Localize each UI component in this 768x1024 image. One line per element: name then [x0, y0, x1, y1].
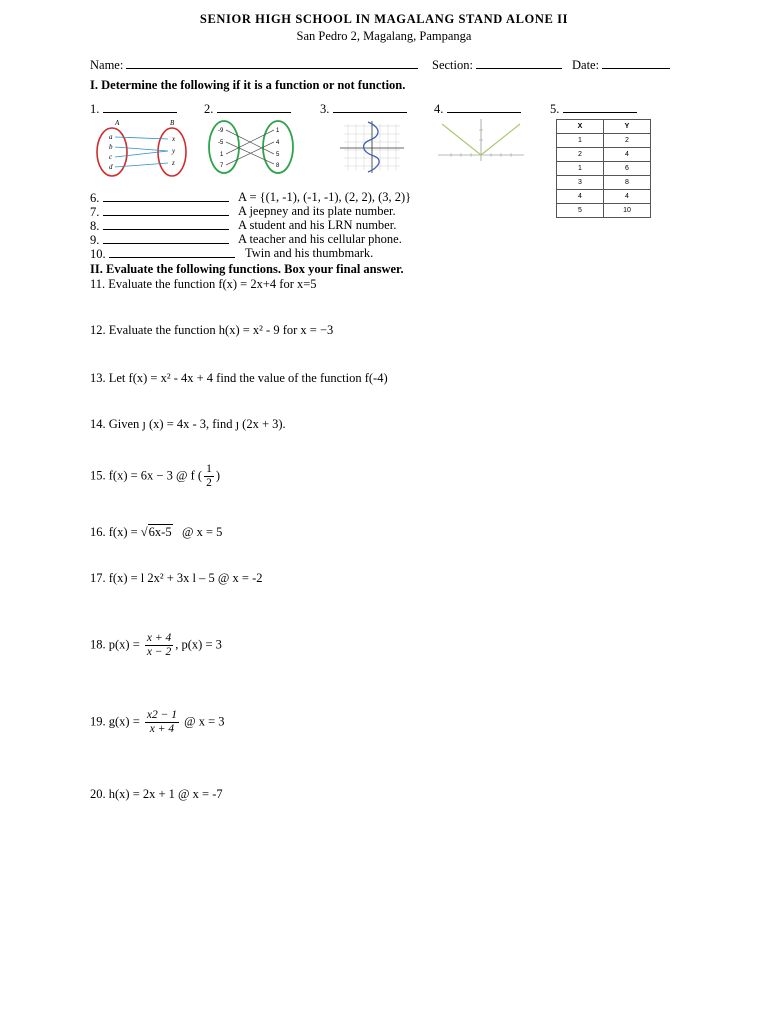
date-label: Date:: [572, 58, 600, 72]
a-item: d: [109, 163, 113, 171]
numerator: x2 − 1: [146, 709, 177, 721]
item-number: 3.: [320, 102, 330, 116]
table-cell: 4: [604, 148, 651, 162]
problem-15-text: 15. f(x) = 6x − 3 @ f (: [90, 468, 203, 483]
b-item: z: [172, 159, 175, 167]
item-text: Twin and his thumbmark.: [245, 246, 374, 260]
section-label: Section:: [432, 58, 473, 72]
mapping-diagram-2: [204, 118, 302, 176]
table-cell: 1: [557, 134, 604, 148]
school-name: SENIOR HIGH SCHOOL IN MAGALANG STAND ALONE II: [199, 12, 569, 26]
table-cell: 2: [604, 134, 651, 148]
fraction: [204, 463, 214, 490]
table-row: [557, 148, 651, 162]
set-b-label: B: [170, 119, 175, 127]
part1-title: I. Determine the following if it is a function or not function.: [90, 78, 406, 92]
graph-wavy-curve: [338, 120, 406, 174]
section-field[interactable]: [432, 57, 562, 73]
table-header-row: [557, 120, 651, 134]
denominator: x + 4: [149, 723, 175, 735]
range-item: 4: [276, 140, 280, 146]
domain-item: 1: [220, 152, 224, 158]
school-address: San Pedro 2, Magalang, Pampanga: [296, 29, 472, 43]
answer-3[interactable]: [320, 101, 407, 117]
numerator: 1: [206, 463, 212, 475]
fraction: [145, 709, 179, 736]
problem-16-text: 16. f(x) = √: [90, 525, 148, 539]
domain-item: 7: [220, 163, 224, 169]
table-cell: 2: [557, 148, 604, 162]
numerator: x + 4: [146, 632, 172, 644]
problem-16-condition: @ x = 5: [172, 525, 223, 539]
domain-oval: [209, 121, 239, 173]
problem-17: 17. f(x) = l 2x² + 3x l – 5 @ x = -2: [90, 571, 263, 585]
item-number: 6.: [90, 191, 100, 205]
xy-table: [556, 119, 651, 218]
b-item: x: [172, 135, 176, 143]
name-field[interactable]: [90, 57, 418, 73]
item-text: A = {(1, -1), (-1, -1), (2, 2), (3, 2)}: [238, 190, 412, 204]
answer-1[interactable]: [90, 101, 177, 117]
item-number: 10.: [90, 247, 106, 261]
item-number: 4.: [434, 102, 444, 116]
answer-5[interactable]: [550, 101, 637, 117]
problem-15-close: ): [215, 468, 220, 483]
item-text: A student and his LRN number.: [238, 218, 397, 232]
item-number: 5.: [550, 102, 560, 116]
domain-item: -5: [218, 140, 224, 146]
denominator: 2: [206, 477, 212, 489]
item-text: A jeepney and its plate number.: [238, 204, 396, 218]
mapping-lines: [226, 130, 274, 165]
problem-12: 12. Evaluate the function h(x) = x² - 9 for x = −3: [90, 323, 334, 337]
problem-14: 14. Given ȷ (x) = 4x - 3, find ȷ (2x + 3).: [90, 417, 286, 431]
item-number: 8.: [90, 219, 100, 233]
table-row: [557, 176, 651, 190]
set-a-label: A: [115, 119, 120, 127]
a-item: a: [109, 133, 113, 141]
table-row: [557, 190, 651, 204]
radicand: 6x-5: [148, 525, 172, 539]
range-item: 5: [276, 152, 280, 158]
table-header: X: [557, 120, 604, 134]
item-number: 9.: [90, 233, 100, 247]
problem-19-condition: @ x = 3: [184, 714, 225, 729]
table-cell: 8: [604, 176, 651, 190]
table-cell: 1: [557, 162, 604, 176]
denominator: x − 2: [146, 646, 172, 658]
problem-18: [90, 632, 222, 659]
problem-15: [90, 463, 220, 490]
problem-13: 13. Let f(x) = x² - 4x + 4 find the value of the function f(-4): [90, 371, 388, 385]
item-10[interactable]: [90, 246, 374, 262]
problem-18-text: 18. p(x) =: [90, 637, 140, 652]
item-number: 7.: [90, 205, 100, 219]
table-cell: 3: [557, 176, 604, 190]
a-item: c: [109, 153, 113, 161]
table-cell: 5: [557, 204, 604, 218]
date-field[interactable]: [572, 57, 670, 73]
problem-19: [90, 709, 225, 736]
item-number: 1.: [90, 102, 100, 116]
table-cell: 4: [557, 190, 604, 204]
graph-v-shape: [436, 118, 526, 162]
problem-11: 11. Evaluate the function f(x) = 2x+4 for x=5: [90, 277, 317, 291]
item-number: 2.: [204, 102, 214, 116]
answer-4[interactable]: [434, 101, 521, 117]
range-item: 1: [276, 128, 280, 134]
table-row: [557, 134, 651, 148]
range-item: 8: [276, 163, 280, 169]
wavy-curve: [364, 122, 380, 172]
a-item: b: [109, 143, 113, 151]
problem-20: 20. h(x) = 2x + 1 @ x = -7: [90, 787, 223, 801]
table-cell: 4: [604, 190, 651, 204]
problem-18-condition: , p(x) = 3: [175, 637, 222, 652]
part2-title: II. Evaluate the following functions. Box your final answer.: [90, 262, 404, 276]
table-header: Y: [604, 120, 651, 134]
table-row: [557, 204, 651, 218]
problem-16: [90, 525, 222, 540]
table-cell: 6: [604, 162, 651, 176]
name-label: Name:: [90, 58, 124, 72]
table-cell: 10: [604, 204, 651, 218]
b-item: y: [172, 147, 176, 155]
mapping-diagram-1: [92, 116, 192, 178]
table-row: [557, 162, 651, 176]
problem-19-text: 19. g(x) =: [90, 714, 140, 729]
answer-2[interactable]: [204, 101, 291, 117]
item-text: A teacher and his cellular phone.: [238, 232, 402, 246]
fraction: [145, 632, 173, 659]
domain-item: -9: [218, 128, 224, 134]
